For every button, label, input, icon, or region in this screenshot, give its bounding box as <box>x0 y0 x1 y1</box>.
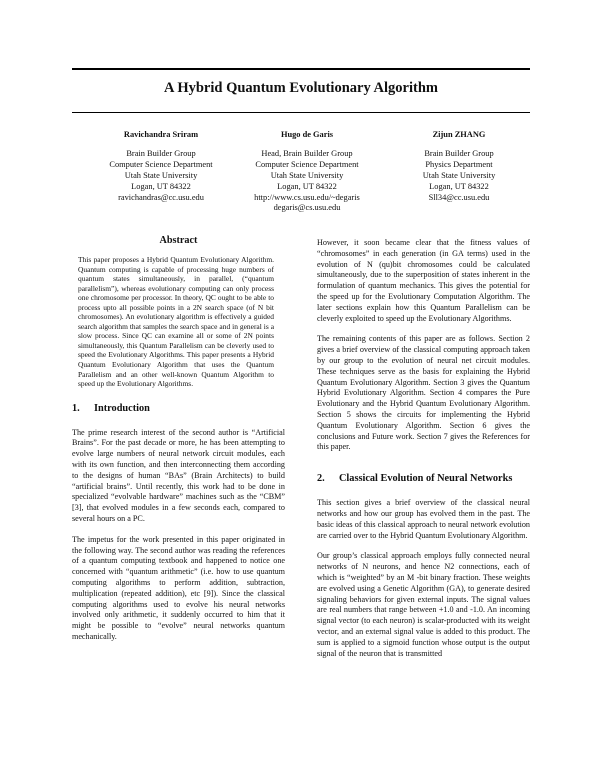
author-email: ravichandras@cc.usu.edu <box>118 192 204 202</box>
author-name: Zijun ZHANG <box>432 130 486 139</box>
author-affiliation: Brain Builder Group <box>126 148 196 158</box>
author-affiliation: Computer Science Department <box>109 159 213 169</box>
author-affiliation: Computer Science Department <box>255 159 359 169</box>
author-affiliation: Physics Department <box>425 159 493 169</box>
section-number: 1. <box>72 402 80 414</box>
author-affiliation: Logan, UT 84322 <box>131 181 191 191</box>
body-paragraph: Our group’s classical approach employs fully connected neural networks of N neurons, and hence N2 connections, each of which is “weighted” by an M -bit binary fraction. These weights are evolved using a Genetic Algorithm (GA), to generate desired signaling behaviors for given external inputs. The signal values are real numbers that range between +1.0 and -1.0. An incoming signal vector (to each neuron) is scalar-producted with its weight vector, and an external signal value is added to this product. The sum is applied to a sigmoid function whose output is the output signal of the neuron that is transmitted <box>317 551 530 658</box>
body-paragraph: The remaining contents of this paper are as follows. Section 2 gives a brief overview of the classical computing approach taken by our group to the evolution of neural net circuit modules. These techniques serve as the basis for explaining the Hybrid Quantum Evolutionary Algorithm. Section 3 gives the Quantum Hybrid Evolutionary Algorithm. Section 4 compares the Pure Evolutionary and the Hybrid Quantum Evolutionary Algorithm. Section 5 shows the circuits for implementing the Hybrid Quantum Evolutionary Algorithm. Section 6 gives the conclusions and Future work. Section 7 gives the References for this paper. <box>317 334 530 452</box>
author-name: Ravichandra Sriram <box>123 130 199 139</box>
left-column <box>72 235 285 643</box>
abstract-heading: Abstract <box>159 235 198 246</box>
author-affiliation: Logan, UT 84322 <box>429 181 489 191</box>
section-heading <box>317 473 530 484</box>
body-paragraph: However, it soon became clear that the fitness values of “chromosomes” in each generation (in GA terms) used in the evolution of N (qu)bit chromosomes could be calculated simultaneously, due to the superposition of states inherent in the formulation of quantum mechanics. This gives the potential for the speed up for the Evolutionary Computation Algorithm. The later sections explain how this Quantum Parallelism can be cleverly exploited to speed up the Evolutionary Algorithms. <box>317 238 530 323</box>
author-affiliation: Utah State University <box>124 170 198 180</box>
author-block <box>86 130 236 203</box>
top-rule <box>72 68 530 70</box>
author-affiliation: Utah State University <box>270 170 344 180</box>
author-email: degaris@cs.usu.edu <box>273 203 341 213</box>
abstract-text: This paper proposes a Hybrid Quantum Evolutionary Algorithm. Quantum computing is capable of processing huge numbers of quantum states simultaneously, in parallel, (“quantum parallelism”), whereas evolutionary computing can only process one chromosome per processor. In theory, QC ought to be able to process upto all possible points in a 2N search space (of N bit chromosomes). An evolutionary algorithm is effectively a guided search algorithm that samples the search space and in general is a slow process. Since QC can examine all or some of 2N points simultaneously, this Quantum Parallelism can be cleverly used to speed the Evolutionary Algorithms. This paper presents a Hybrid Quantum Evolutionary Algorithm that uses the Quantum Parallelism and an other well-known Quantum Algorithm to speed up the Evolutionary Algorithms. <box>78 255 274 389</box>
body-paragraph: The prime research interest of the second author is “Artificial Brains”. For the past decade or more, he has been attempting to evolve large numbers of neural network circuit modules, each with its own function, and then interconnecting them according to the designs of human “BAs” (Brain Architects) to build “artificial brains”. Until recently, this work had to be done in specialized “evolvable hardware” machines such as the “CBM” [3], that evolved modules in a few seconds each, compared to several hours on a PC. <box>72 427 285 524</box>
title-rule <box>72 112 530 113</box>
body-paragraph: The impetus for the work presented in this paper originated in the following way. The second author was reading the references of a quantum computing textbook and happened to notice one concerned with “quantum arithmetic” (i.e. how to use quantum computing algorithms to perform addition, subtraction, multiplication (repeated addition), etc [9]). Since the classical computing algorithms used to evolve his neural networks involved only arithmetic, it suddenly occurred to him that it might be possible to “evolve” neural networks quantum mechanically. <box>72 534 285 641</box>
author-affiliation: Utah State University <box>422 170 496 180</box>
body-paragraph: This section gives a brief overview of the classical neural networks and how our group has evolved them in the past. The basic ideas of this classical approach to neural network evolution are carried over to the Hybrid Quantum Evolutionary Algorithm. <box>317 498 530 540</box>
section-heading <box>72 403 285 414</box>
author-affiliation: Brain Builder Group <box>424 148 494 158</box>
right-column <box>317 238 530 659</box>
section-number: 2. <box>317 473 325 485</box>
paper-title: A Hybrid Quantum Evolutionary Algorithm <box>164 80 438 96</box>
author-affiliation: Head, Brain Builder Group <box>261 148 353 158</box>
author-email: Sll34@cc.usu.edu <box>428 192 490 202</box>
section-title: Introduction <box>94 402 150 414</box>
author-block <box>384 130 534 203</box>
author-affiliation: Logan, UT 84322 <box>277 181 337 191</box>
author-url: http://www.cs.usu.edu/~degaris <box>254 192 360 202</box>
author-name: Hugo de Garis <box>280 130 334 139</box>
author-block <box>232 130 382 214</box>
section-title: Classical Evolution of Neural Networks <box>339 473 513 485</box>
